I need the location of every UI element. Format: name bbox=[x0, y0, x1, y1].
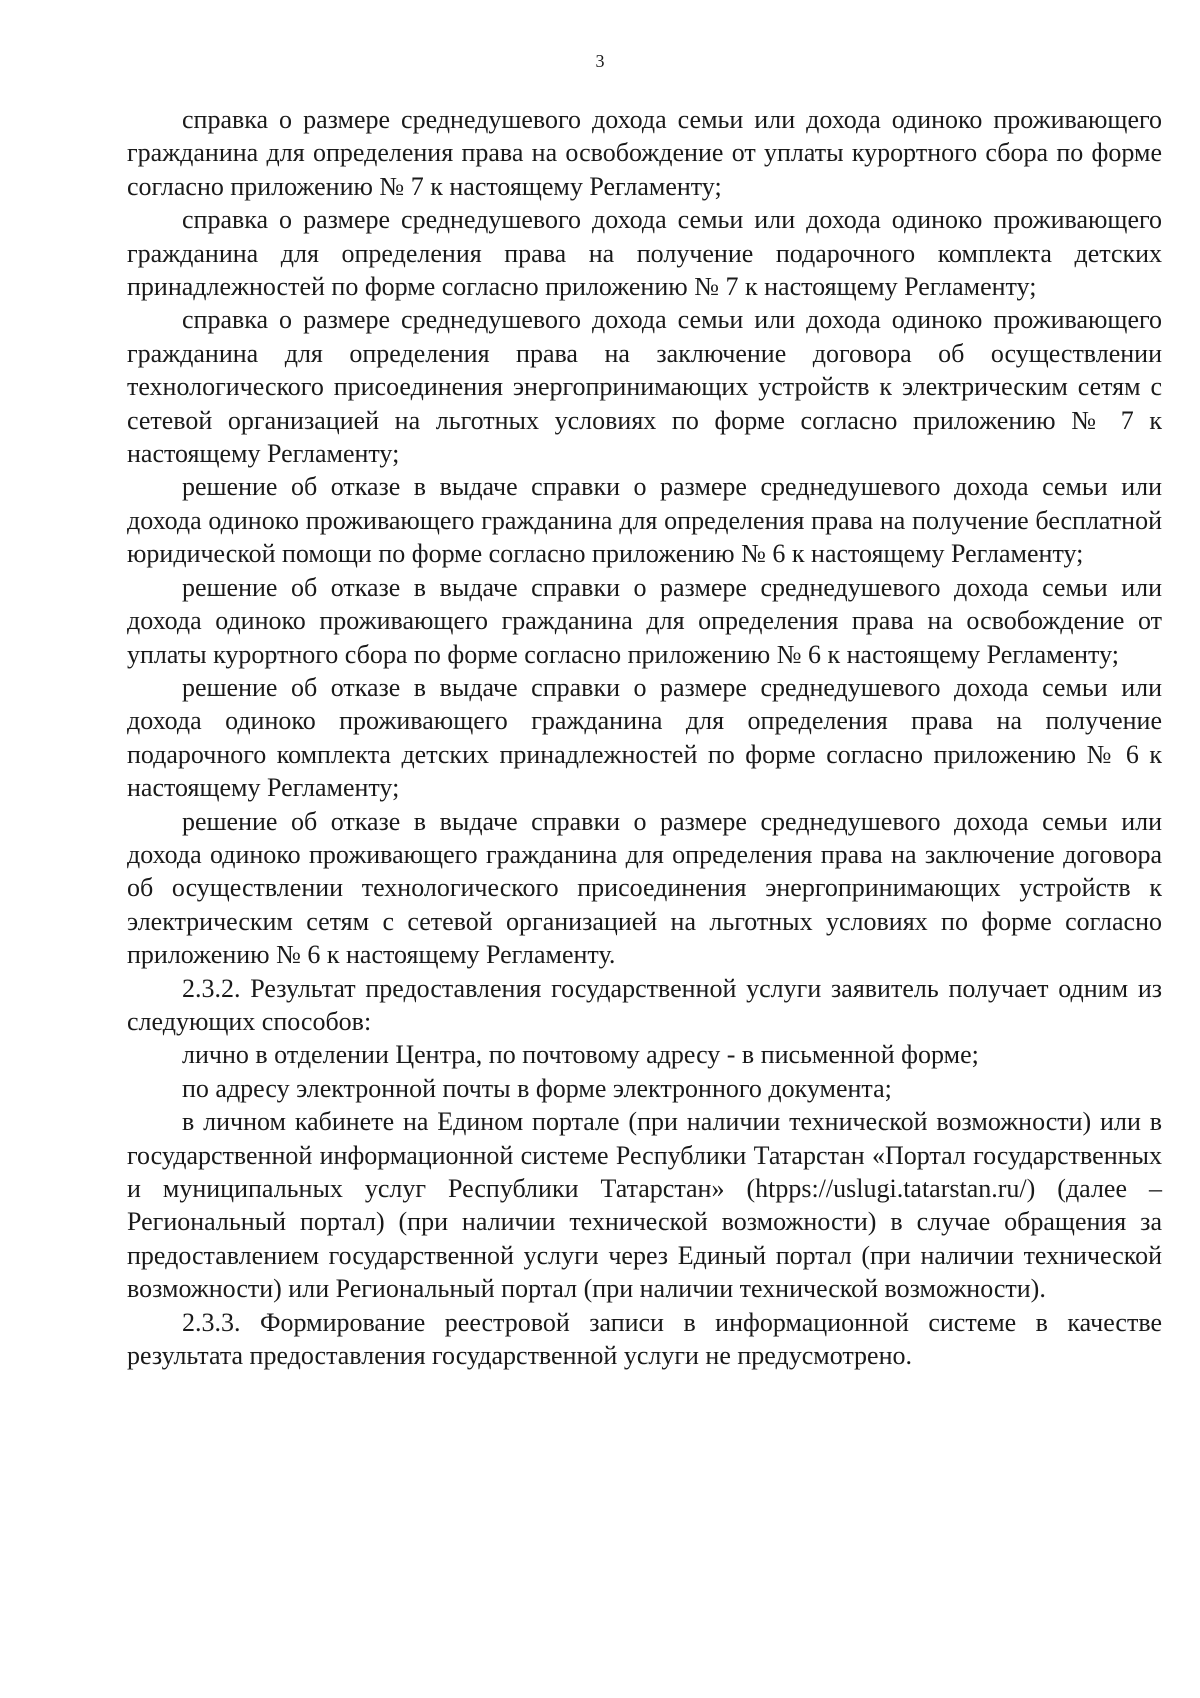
paragraph: справка о размере среднедушевого дохода семьи или дохода одиноко проживающего гражданина для определения права на заключение договора об осуществлении технологического присоединения энергопринимающих устройств к электрическим сетям с сетевой организацией на льготных условиях по форме согласно приложению № 7 к настоящему Регламенту; bbox=[127, 305, 1162, 469]
paragraph: в личном кабинете на Едином портале (при наличии технической возможности) или в государственной информационной системе Республики Татарстан «Портал государственных и муниципальных услуг Республики Татарстан» (htpps://uslugi.tatarstan.ru/) (далее – Региональный портал) (при наличии технической возможности) в случае обращения за предоставлением государственной услуги через Единый портал (при наличии технической возможности) или Региональный портал (при наличии технической возможности). bbox=[127, 1107, 1162, 1304]
paragraph: лично в отделении Центра, по почтовому адресу - в письменной форме; bbox=[182, 1040, 979, 1070]
paragraph: справка о размере среднедушевого дохода семьи или дохода одиноко проживающего гражданина для определения права на освобождение от уплаты курортного сбора по форме согласно приложению № 7 к настоящему Регламенту; bbox=[127, 105, 1162, 201]
paragraph: решение об отказе в выдаче справки о размере среднедушевого дохода семьи или дохода одиноко проживающего гражданина для определения права на получение подарочного комплекта детских принадлежностей по форме согласно приложению № 6 к настоящему Регламенту; bbox=[127, 672, 1162, 803]
paragraph: решение об отказе в выдаче справки о размере среднедушевого дохода семьи или дохода одиноко проживающего гражданина для определения права на освобождение от уплаты курортного сбора по форме согласно приложению № 6 к настоящему Регламенту; bbox=[127, 572, 1162, 669]
paragraph: решение об отказе в выдаче справки о размере среднедушевого дохода семьи или дохода одиноко проживающего гражданина для определения права на получение бесплатной юридической помощи по форме согласно приложению № 6 к настоящему Регламенту; bbox=[127, 472, 1162, 569]
paragraph: 2.3.2. Результат предоставления государственной услуги заявитель получает одним из следующих способов: bbox=[127, 973, 1162, 1036]
paragraph: по адресу электронной почты в форме электронного документа; bbox=[182, 1073, 892, 1103]
paragraph: 2.3.3. Формирование реестровой записи в информационной системе в качестве результата предоставления государственной услуги не предусмотрено. bbox=[127, 1307, 1162, 1371]
page-number: 3 bbox=[595, 51, 605, 71]
paragraph: справка о размере среднедушевого дохода семьи или дохода одиноко проживающего гражданина для определения права на получение подарочного комплекта детских принадлежностей по форме согласно приложению № 7 к настоящему Регламенту; bbox=[127, 205, 1162, 302]
document-body bbox=[127, 103, 1162, 1372]
paragraph: решение об отказе в выдаче справки о размере среднедушевого дохода семьи или дохода одиноко проживающего гражданина для определения права на заключение договора об осуществлении технологического присоединения энергопринимающих устройств к электрическим сетям с сетевой организацией на льготных условиях по форме согласно приложению № 6 к настоящему Регламенту. bbox=[127, 806, 1162, 970]
